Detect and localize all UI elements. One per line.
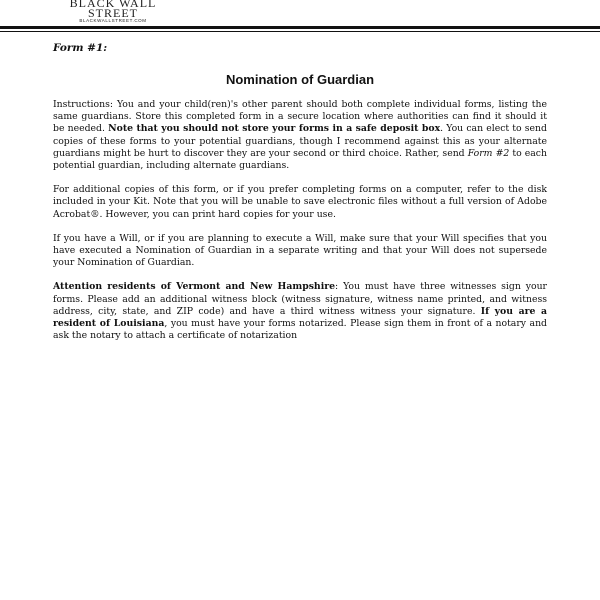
louisiana-bold: If you are a resident of Louisiana [53,305,547,330]
logo-wordmark: BLACK WALL STREET [69,0,157,20]
instructions-text-2: . You can elect to send copies of these forms to your potential guardians, though I recommend against this as your alternate guardians might be hurt to discover they are your second or third choice. Rather, send [53,123,547,159]
residents-text-1: : You must have three witnesses sign your forms. Please add an additional witness block (witness signature, witness name printed, and witness address, city, state, and ZIP code) and have a third witness witness your signature. [53,281,548,317]
residents-text-2: , you must have your forms notarized. Please sign them in front of a notary and ask the notary to attach a certificate of notarization [53,318,548,342]
form-label: Form #1: [53,42,108,54]
instructions-paragraph [53,99,547,172]
page-title: Nomination of Guardian [225,72,375,87]
instructions-bold-note: Note that you should not store your forms in a safe deposit box [108,123,441,135]
header-rule-thick [0,26,600,29]
residents-paragraph [53,281,547,342]
will-paragraph: If you have a Will, or if you are planning to execute a Will, make sure that your Will specifies that you have executed a Nomination of Guardian in a separate writing and that your Will does not supersede your Nomination of Guardian. [53,232,547,269]
document-body [53,42,547,354]
residents-bold-heading: Attention residents of Vermont and New Hampshire [53,281,336,293]
logo-url: BLACKWALLSTREET.COM [79,18,147,23]
copies-paragraph: For additional copies of this form, or if you prefer completing forms on a computer, refer to the disk included in your Kit. Note that you will be unable to save electronic files without a full version of Adobe Acrobat®. However, you can print hard copies for your use. [53,184,547,220]
instructions-text-1: Instructions: You and your child(ren)'s other parent should both complete individual forms, listing the same guardians. Store this completed form in a secure location where authorities can find it should it be needed. [53,99,547,135]
instructions-text-3: to each potential guardian, including alternate guardians. [53,147,547,172]
header-rule-thin [0,31,600,32]
instructions-form-ref: Form #2 [467,147,510,159]
brand-logo [58,0,168,23]
